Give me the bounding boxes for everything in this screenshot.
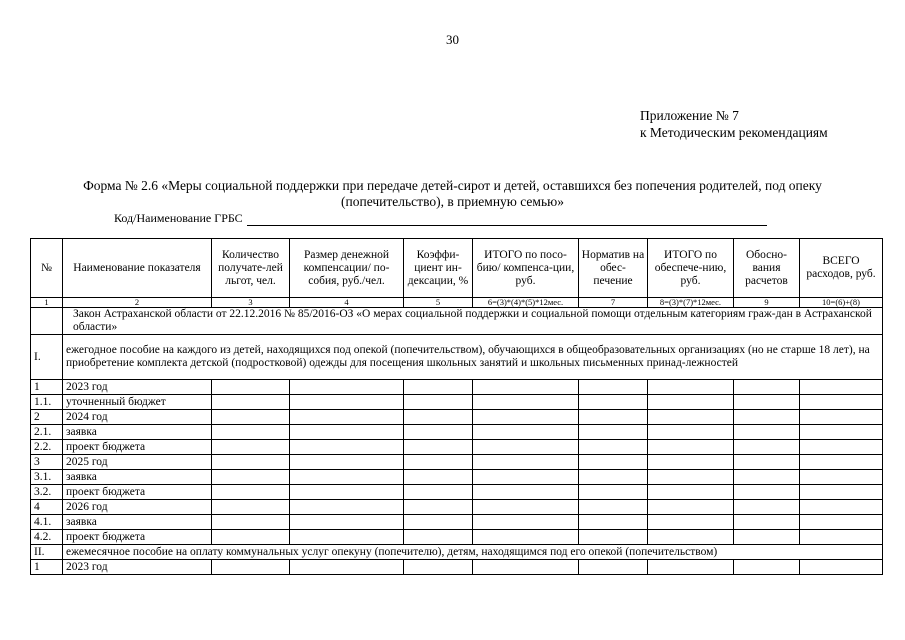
table-row — [31, 500, 883, 515]
row-number: 3.1. — [31, 470, 63, 485]
header-cell: № — [31, 239, 63, 298]
table-row — [31, 425, 883, 440]
table-row — [31, 560, 883, 575]
empty-cell — [290, 500, 404, 515]
empty-cell — [800, 395, 883, 410]
form-title-line-2: (попечительство), в приемную семью» — [341, 194, 564, 209]
empty-cell — [648, 500, 734, 515]
empty-cell — [212, 440, 290, 455]
column-number: 3 — [212, 298, 290, 308]
empty-cell — [212, 455, 290, 470]
row-label: 2026 год — [63, 500, 212, 515]
empty-cell — [648, 470, 734, 485]
empty-cell — [290, 440, 404, 455]
table-row — [31, 380, 883, 395]
empty-cell — [800, 455, 883, 470]
row-label: заявка — [63, 515, 212, 530]
empty-cell — [648, 560, 734, 575]
header-cell: ИТОГО по обеспече-нию, руб. — [648, 239, 734, 298]
empty-cell — [579, 560, 648, 575]
empty-cell — [404, 425, 473, 440]
empty-cell — [800, 530, 883, 545]
header-cell: Количество получате-лей льгот, чел. — [212, 239, 290, 298]
appendix-line-1: Приложение № 7 — [640, 108, 739, 123]
empty-cell — [473, 470, 579, 485]
header-cell: Норматив на обес-печение — [579, 239, 648, 298]
section-number: II. — [31, 545, 63, 560]
row-number: 2 — [31, 410, 63, 425]
row-number: 1 — [31, 560, 63, 575]
row-label: 2023 год — [63, 380, 212, 395]
header-cell: ВСЕГО расходов, руб. — [800, 239, 883, 298]
row-number: 3 — [31, 455, 63, 470]
table-row — [31, 410, 883, 425]
empty-cell — [579, 395, 648, 410]
empty-cell — [473, 515, 579, 530]
empty-cell — [473, 395, 579, 410]
empty-cell — [648, 395, 734, 410]
empty-cell — [579, 500, 648, 515]
empty-cell — [212, 515, 290, 530]
form-title-line-1: Форма № 2.6 «Меры социальной поддержки при передаче детей-сирот и детей, оставшихся без попечения родителей, под опеку — [83, 178, 822, 193]
header-cell: Обосно-вания расчетов — [734, 239, 800, 298]
empty-cell — [473, 455, 579, 470]
empty-cell — [648, 380, 734, 395]
law-num-cell — [31, 308, 63, 335]
empty-cell — [800, 425, 883, 440]
empty-cell — [290, 380, 404, 395]
row-label: уточненный бюджет — [63, 395, 212, 410]
table-row — [31, 485, 883, 500]
column-number: 10=(6)+(8) — [800, 298, 883, 308]
empty-cell — [473, 485, 579, 500]
row-label: проект бюджета — [63, 485, 212, 500]
empty-cell — [404, 380, 473, 395]
table-row — [31, 515, 883, 530]
row-number: 4 — [31, 500, 63, 515]
row-label: заявка — [63, 470, 212, 485]
empty-cell — [290, 470, 404, 485]
empty-cell — [734, 395, 800, 410]
empty-cell — [290, 410, 404, 425]
empty-cell — [800, 470, 883, 485]
empty-cell — [648, 455, 734, 470]
header-cell: ИТОГО по посо-бию/ компенса-ции, руб. — [473, 239, 579, 298]
empty-cell — [473, 410, 579, 425]
empty-cell — [579, 485, 648, 500]
row-number: 4.2. — [31, 530, 63, 545]
section-text: ежегодное пособие на каждого из детей, находящихся под опекой (попечительством), обучающихся в общеобразовательных организациях (но не старше 18 лет), на приобретение комплекта детской (подростковой) одежды для посещения школьных занятий и школьных письменных принад-лежностей — [63, 335, 883, 380]
empty-cell — [212, 425, 290, 440]
row-number: 4.1. — [31, 515, 63, 530]
empty-cell — [734, 380, 800, 395]
column-number: 1 — [31, 298, 63, 308]
row-label: 2025 год — [63, 455, 212, 470]
column-number: 2 — [63, 298, 212, 308]
column-number: 7 — [579, 298, 648, 308]
empty-cell — [212, 560, 290, 575]
empty-cell — [212, 530, 290, 545]
empty-cell — [579, 440, 648, 455]
empty-cell — [290, 515, 404, 530]
header-cell: Размер денежной компенсации/ по-собия, руб./чел. — [290, 239, 404, 298]
empty-cell — [800, 485, 883, 500]
row-label: заявка — [63, 425, 212, 440]
empty-cell — [734, 485, 800, 500]
empty-cell — [579, 530, 648, 545]
empty-cell — [800, 515, 883, 530]
section-row-2 — [31, 545, 883, 560]
table-row — [31, 530, 883, 545]
empty-cell — [290, 485, 404, 500]
empty-cell — [290, 395, 404, 410]
empty-cell — [579, 410, 648, 425]
row-label: проект бюджета — [63, 440, 212, 455]
empty-cell — [404, 410, 473, 425]
appendix-note — [640, 107, 828, 141]
empty-cell — [212, 380, 290, 395]
column-number-row — [31, 298, 883, 308]
empty-cell — [473, 560, 579, 575]
empty-cell — [404, 500, 473, 515]
row-number: 2.2. — [31, 440, 63, 455]
row-number: 1.1. — [31, 395, 63, 410]
empty-cell — [734, 470, 800, 485]
empty-cell — [800, 440, 883, 455]
row-number: 1 — [31, 380, 63, 395]
row-label: проект бюджета — [63, 530, 212, 545]
law-row — [31, 308, 883, 335]
empty-cell — [290, 560, 404, 575]
empty-cell — [404, 395, 473, 410]
section-number: I. — [31, 335, 63, 380]
column-number: 6=(3)*(4)*(5)*12мес. — [473, 298, 579, 308]
measures-table — [30, 238, 883, 575]
empty-cell — [579, 470, 648, 485]
section-text: ежемесячное пособие на оплату коммунальных услуг опекуну (попечителю), детям, находящимся под его опекой (попечительством) — [63, 545, 883, 560]
law-text: Закон Астраханской области от 22.12.2016 № 85/2016-ОЗ «О мерах социальной поддержки и социальной помощи отдельным категориям граж-дан в Астраханской области» — [63, 308, 883, 335]
empty-cell — [648, 530, 734, 545]
appendix-line-2: к Методическим рекомендациям — [640, 125, 828, 140]
header-cell: Наименование показателя — [63, 239, 212, 298]
table-row — [31, 395, 883, 410]
empty-cell — [404, 560, 473, 575]
empty-cell — [404, 470, 473, 485]
grbs-blank-line — [247, 213, 767, 226]
empty-cell — [579, 425, 648, 440]
empty-cell — [473, 425, 579, 440]
empty-cell — [404, 440, 473, 455]
empty-cell — [800, 410, 883, 425]
empty-cell — [290, 530, 404, 545]
empty-cell — [648, 440, 734, 455]
row-label: 2023 год — [63, 560, 212, 575]
empty-cell — [648, 410, 734, 425]
empty-cell — [473, 380, 579, 395]
table-row — [31, 470, 883, 485]
empty-cell — [734, 515, 800, 530]
table-row — [31, 440, 883, 455]
empty-cell — [800, 380, 883, 395]
empty-cell — [404, 455, 473, 470]
empty-cell — [473, 530, 579, 545]
empty-cell — [212, 470, 290, 485]
empty-cell — [290, 425, 404, 440]
empty-cell — [212, 410, 290, 425]
row-number: 2.1. — [31, 425, 63, 440]
row-number: 3.2. — [31, 485, 63, 500]
column-number: 4 — [290, 298, 404, 308]
header-row — [31, 239, 883, 298]
empty-cell — [473, 440, 579, 455]
empty-cell — [290, 455, 404, 470]
row-label: 2024 год — [63, 410, 212, 425]
section-row-1 — [31, 335, 883, 380]
empty-cell — [579, 380, 648, 395]
empty-cell — [800, 500, 883, 515]
empty-cell — [734, 425, 800, 440]
empty-cell — [800, 560, 883, 575]
empty-cell — [404, 485, 473, 500]
empty-cell — [212, 485, 290, 500]
empty-cell — [404, 530, 473, 545]
empty-cell — [734, 410, 800, 425]
empty-cell — [648, 515, 734, 530]
empty-cell — [212, 500, 290, 515]
empty-cell — [734, 530, 800, 545]
table-row — [31, 455, 883, 470]
empty-cell — [404, 515, 473, 530]
grbs-field — [114, 211, 767, 226]
empty-cell — [579, 455, 648, 470]
empty-cell — [734, 440, 800, 455]
column-number: 9 — [734, 298, 800, 308]
empty-cell — [648, 485, 734, 500]
empty-cell — [648, 425, 734, 440]
column-number: 5 — [404, 298, 473, 308]
empty-cell — [212, 395, 290, 410]
form-title — [30, 178, 875, 210]
column-number: 8=(3)*(7)*12мес. — [648, 298, 734, 308]
page-number: 30 — [446, 32, 459, 47]
empty-cell — [473, 500, 579, 515]
header-cell: Коэффи-циент ин-дексации, % — [404, 239, 473, 298]
empty-cell — [734, 455, 800, 470]
empty-cell — [734, 500, 800, 515]
empty-cell — [734, 560, 800, 575]
grbs-label: Код/Наименование ГРБС — [114, 211, 243, 225]
empty-cell — [579, 515, 648, 530]
